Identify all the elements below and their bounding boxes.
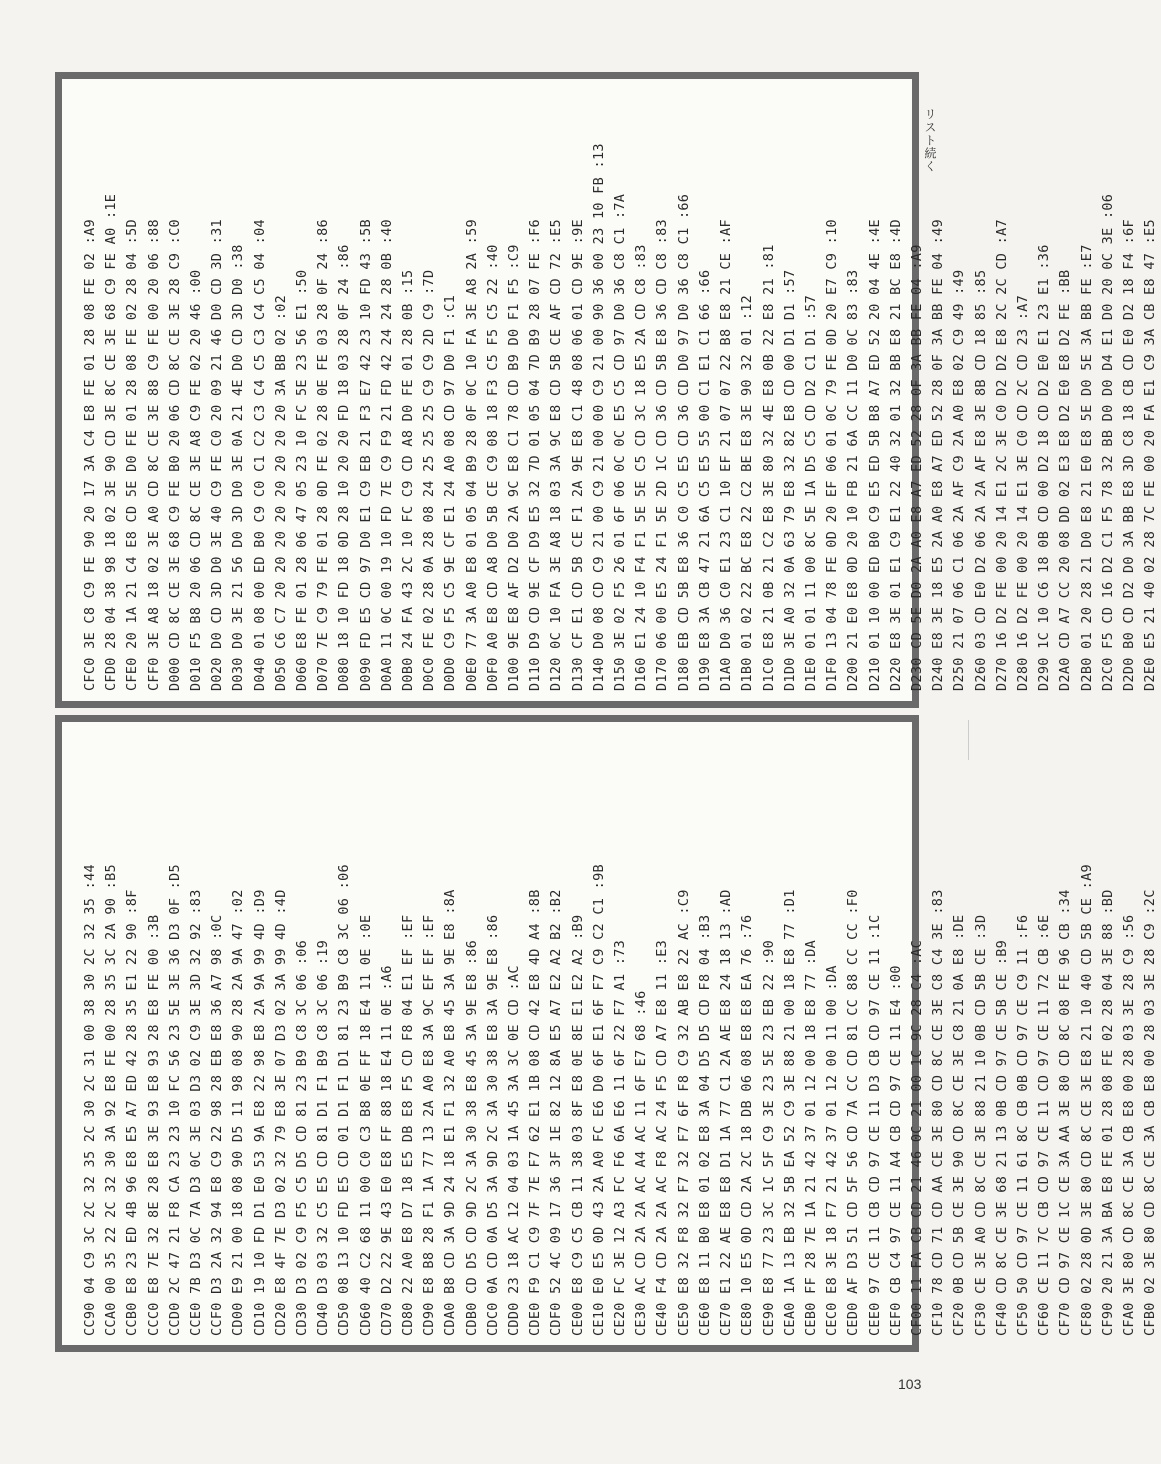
listing-line: D210 01 10 00 ED B0 C9 E5 ED 5B B8 A7 ED 52 20 04 4E :4E [866, 219, 883, 691]
margin-mark [968, 720, 969, 760]
listing-line: CE10 E0 E5 0D 43 2A A0 FC E6 D0 6F E1 6F F7 C9 C2 C1 :9B [590, 864, 607, 1336]
listing-line: D240 E8 3E 18 E5 2A A0 E8 A7 ED 52 28 0F 3A BB FE 04 :49 [930, 219, 947, 691]
listing-line: CEC0 E8 3E 18 F7 21 42 37 01 12 00 11 00 :DA [824, 965, 841, 1336]
listing-line: D140 D0 08 CD C9 21 00 C9 21 00 00 C9 21 00 90 36 00 23 10 FB :13 [590, 143, 607, 691]
listing-line: CDF0 52 4C 09 17 36 3F 1E 82 12 8A E5 A7 E2 A2 B2 :B2 [548, 889, 565, 1336]
listing-line: CED0 AF D3 51 CD 5F 56 CD 7A CC CD 81 CC 88 CC CC :F0 [845, 889, 862, 1336]
listing-line: D2C0 F5 CD 16 D2 C1 F5 78 32 BB D0 D0 D4 E1 D0 20 0C 3E :06 [1099, 193, 1116, 691]
listing-line: CD70 D2 22 9E 43 E0 E8 FF 88 18 E4 11 0E :A6 [378, 965, 395, 1336]
listing-line: D120 0C 10 FA 3E A8 18 03 3A 9C E8 CD 5B CE AF CD 72 :E5 [548, 219, 565, 691]
listing-line: CE00 E8 C9 C5 CB 11 38 03 8F E8 0E 8E E1 E2 A2 :B9 [569, 914, 586, 1336]
listing-line: D200 21 E0 E8 0D 20 10 FB 21 6A CC 11 D0 0C 83 :83 [845, 269, 862, 691]
listing-line: CE70 E1 22 AE E8 E8 D1 1A 77 C1 2A AE E8 24 18 13 :AD [718, 889, 735, 1336]
listing-line: D260 03 CD E0 D2 06 2A 2A AF E8 3E 8B CD 18 85 :85 [972, 269, 989, 691]
listing-line: CCD0 2C 47 21 F8 CA 23 23 10 FC 56 23 5E 3E 36 D3 0F :D5 [166, 864, 183, 1336]
listing-line: D1C0 E8 21 0B 21 C2 E8 3E 80 32 4E E8 0B 22 E8 21 :81 [760, 244, 777, 691]
listing-line: CE90 E8 77 23 3C 1C 5F C9 3E 23 5E 23 EB 22 :90 [760, 939, 777, 1336]
listing-line: D0E0 77 3A A0 E8 01 05 04 B9 28 0F 0C 10 FA 3E A8 2A :59 [463, 219, 480, 691]
listing-line: CFF0 3E A8 18 02 3E A0 CD 8C CE 3E 88 C9 FE 00 20 06 :88 [145, 219, 162, 691]
listing-line: CF40 CD 8C CE 3E 68 21 13 0B CD 97 CE 5B CE :B9 [993, 939, 1010, 1336]
listing-line: CDC0 0A CD 0A D5 3A 9D 2C 3A 30 38 E8 3A 9E E8 :86 [484, 914, 501, 1336]
listing-line: CD80 22 A0 E8 D7 18 E5 DB E8 F5 CD F8 04 E1 EF :EF [400, 914, 417, 1336]
listing-line: D1F0 13 04 78 FE 0D 20 EF 06 01 0C 79 FE 0D 20 E7 C9 :10 [824, 219, 841, 691]
listing-line: D050 C6 C7 20 20 20 20 20 20 20 20 3A BB 02 :02 [272, 294, 289, 691]
listing-line: CE30 AC CD 2A 2A AC A4 AC 11 6F E7 68 :46 [633, 990, 650, 1336]
listing-line: CD20 E8 4F 7E D3 02 32 79 E8 3E 07 D3 02 3A 99 4D :4D [272, 889, 289, 1336]
listing-line: CF90 20 21 3A BA E8 FE 01 28 08 FE 02 28 04 3E 88 :BD [1099, 889, 1116, 1336]
listing-line: CFD0 28 04 38 98 18 02 3E 90 CD 3E 8C CE 3E 68 C9 FE A0 :1E [103, 193, 120, 691]
listing-line: CD90 E8 B8 28 F1 1A 77 13 2A A0 E8 3A 9C EF EF :EF [421, 914, 438, 1336]
listing-line: D010 F5 B8 20 06 CD 8C CE 3E A8 C9 FE 02 20 46 :00 [188, 269, 205, 691]
continued-caption: リスト続く [923, 108, 937, 173]
listing-line: D220 E8 3E 01 E1 C9 E1 22 40 32 01 32 BB E8 21 BC E8 :4D [887, 219, 904, 691]
listing-line: D230 CD 5E D0 2A A0 E8 A7 ED 52 28 0F 3A BB FE 04 :A9 [908, 244, 925, 691]
listing-line: CF80 02 28 0D 3E 80 CD 8C CE 3E E8 21 10 40 CD 5B CE :A9 [1078, 864, 1095, 1336]
listing-line: CF10 78 CD 71 CD AA CE 3E 80 CD 8C CE 3E C8 C4 3E :83 [930, 889, 947, 1336]
listing-line: D030 D0 3E 21 56 D0 3D D0 3E 0A 21 4E D0 CD 3D D0 :38 [230, 244, 247, 691]
listing-line: CF60 CE 11 7C CB CD 97 CE 11 CD 97 CE 11 72 CB :6E [1036, 914, 1053, 1336]
listing-line: D270 16 D2 FE 00 20 14 E1 2C 3E C0 D2 D2 E8 2C 2C CD :A7 [993, 219, 1010, 691]
listing-line: CDD0 23 18 AC 12 04 03 1A 45 3A 3C 0E CD :AC [506, 965, 523, 1336]
listing-line: D1B0 01 02 22 BC E8 22 C2 BE E8 3E 90 32 01 :12 [739, 294, 756, 691]
listing-line: D190 E8 3A CB 47 21 6A C5 E5 55 00 C1 E1 C1 66 :66 [696, 269, 713, 691]
listing-line: CC90 04 C9 3C 2C 32 35 2C 30 2C 31 00 38 30 2C 32 35 :44 [82, 864, 98, 1336]
listing-line: D060 E8 FE 01 28 06 47 05 23 10 FC 5E 23 56 E1 :50 [294, 269, 311, 691]
listing-line: CE40 F4 CD 2A 2A AC F8 AC 24 F5 CD A7 E8 11 :E3 [654, 939, 671, 1336]
listing-line: CFB0 02 3E 80 CD 8C CE 3A CB E8 00 28 03 3E 28 C9 :2C [1142, 889, 1159, 1336]
listing-line: D2B0 01 20 28 21 D0 E8 21 E0 E8 5E D0 5E 3A BB FE :E7 [1078, 244, 1095, 691]
listing-line: D080 18 10 FD 18 0D 28 10 20 20 FD 18 03 28 0F 24 :86 [336, 244, 353, 691]
listing-line: D0A0 11 0C 00 19 10 FD 7E C9 F9 21 FD 42 24 24 28 0B :40 [378, 219, 395, 691]
listing-line: D2A0 CD A7 CC 20 08 DD 02 E3 E8 D2 E0 E8 D2 FE :BB [1057, 269, 1074, 691]
listing-line: CD50 08 13 10 FD E5 CD 01 D1 F1 D1 81 23 B9 C8 3C 06 :06 [336, 864, 353, 1336]
listing-line: CE50 E8 32 F8 32 F7 32 F7 6F F8 C9 32 AB E8 22 AC :C9 [675, 889, 692, 1336]
listing-line: CCF0 D3 2A 32 94 E8 C9 22 98 28 EB E8 36 A7 98 :0C [209, 914, 226, 1336]
listing-line: CF50 50 CD 97 CE 11 61 8C CB 0B CD 97 CE C9 11 :F6 [1014, 914, 1031, 1336]
listing-line: CEF0 CB C4 97 CE 11 A4 CB CD 97 CE 11 E4 :00 [887, 965, 904, 1336]
listing-line: CE20 FC 3E 12 A3 FC F6 6A E6 11 6F 22 F7 A1 :73 [612, 939, 629, 1336]
listing-line: D1A0 D0 36 C0 E1 23 C1 10 EF 21 07 07 22 B8 E8 21 CE :AF [718, 219, 735, 691]
listing-line: D180 EB CD 5B E8 36 C0 C5 E5 CD 36 CD D0 97 D0 36 C8 C1 :66 [675, 193, 692, 691]
listing-line: D0D0 C9 F5 C5 9E CF E1 24 A0 08 CD 97 D0 F1 :C1 [442, 294, 459, 691]
listing-line: D2E0 E5 21 40 02 28 7C FE 00 20 FA E1 C9 3A CB E8 47 :E5 [1142, 219, 1159, 691]
listing-line: CCC0 E8 7E 32 8E 28 E8 3E 93 E8 93 28 E8 FE 00 :3B [145, 914, 162, 1336]
listing-line: D150 3E 02 F5 26 01 6F 06 0C 0C E5 C5 CD 97 D0 36 C8 C1 :7A [612, 193, 629, 691]
listing-line: D0F0 A0 E8 CD A8 D0 5B CE C9 08 18 F3 C5 F5 C5 22 :40 [484, 244, 501, 691]
listing-line: D130 CF E1 CD 5B CE F1 2A 9E E8 C1 48 08 06 01 CD 9E :9E [569, 219, 586, 691]
listing-line: CD30 D3 02 C9 F5 C5 D5 CD 81 23 B9 C8 3C 06 :06 [294, 939, 311, 1336]
listing-line: D280 16 D2 FE 00 20 14 E1 3E C0 CD 2C CD 23 :A7 [1014, 294, 1031, 691]
listing-line: CD40 D3 03 32 C5 E5 CD 81 D1 F1 B9 C8 3C 06 :19 [315, 939, 332, 1336]
listing-line: CFA0 3E 80 CD 8C CE 3A CB E8 00 28 03 3E 28 C9 :56 [1120, 914, 1137, 1336]
listing-line: CDE0 F9 C1 C9 7F 7E F7 62 E1 1B 08 CD 42 E8 4D A4 :8B [527, 889, 544, 1336]
listing-line: CF70 CD 97 CE 1C CE 3A AA 3E 80 CD 8C 08 FE 96 CB :34 [1057, 889, 1074, 1336]
listing-line: CF00 11 FA CB CD 21 46 0C 21 00 1C 9C 28 C4 :AC [908, 939, 925, 1336]
listing-line: CF30 CE 3E A0 CD 8C CE 3E 88 21 10 0B CD 5B CE :3D [972, 914, 989, 1336]
listing-line: CEB0 FF 28 7E 1A 21 42 37 01 12 00 18 E8 77 :DA [802, 939, 819, 1336]
listing-line: CE60 E8 11 B0 E8 01 02 E8 3A 04 D5 D5 CD F8 04 :B3 [696, 914, 713, 1336]
page-number: 103 [898, 1376, 922, 1392]
listing-line: CDB0 CD D5 CD 9D 2C 3A 30 38 E8 45 3A 9E E8 :86 [463, 939, 480, 1336]
lower-listing-panel [55, 715, 1159, 1352]
listing-line: D090 FD E5 CD 97 D0 E1 C9 EB 21 F3 E7 42 23 10 FD 43 :5B [357, 219, 374, 691]
listing-line: D170 06 00 E5 24 F1 5E 2D 1C CD 36 CD 5B E8 36 CD C8 :83 [654, 219, 671, 691]
listing-line: CE80 10 E5 0D CD 2A 2C 18 DB 06 08 E8 E8 EA 76 :76 [739, 914, 756, 1336]
listing-line: CF20 0B CD 5B CE 3E 90 CD 8C CE 3E C8 21 0A E8 :DE [951, 914, 968, 1336]
listing-line: D1E0 01 01 11 00 8C 5E 1A D5 C5 CD D2 C1 D1 :57 [802, 294, 819, 691]
listing-line: CCE0 7B D3 0C 7A D3 0C 3E 03 D3 02 C9 3E 3D 32 92 :83 [188, 889, 205, 1336]
listing-line: D1D0 3E A0 32 0A 63 79 E8 32 82 E8 CD 00 D1 D1 :57 [781, 269, 798, 691]
listing-line: CCB0 E8 23 ED 4B 96 E8 E5 A7 ED 42 28 35 E1 22 90 :8F [124, 889, 141, 1336]
listing-line: D020 D0 CD 3D D0 3E 40 C9 FE C0 20 09 21 46 D0 CD 3D :31 [209, 219, 226, 691]
listing-line: CCA0 00 35 22 2C 32 30 3A 92 E8 FE 00 28 35 3C 2A 90 :B5 [103, 864, 120, 1336]
listing-line: D000 CD 8C CE 3E 68 C9 FE B0 20 06 CD 8C CE 3E 28 C9 :C0 [166, 219, 183, 691]
listing-line: D250 21 07 06 C1 06 2A AF C9 2A A0 E8 02 C9 49 :49 [951, 269, 968, 691]
listing-line: D290 1C 10 C6 18 0B CD 00 D2 18 CD D2 E0 E1 23 E1 :36 [1036, 244, 1053, 691]
listing-line: CD60 40 C2 68 11 00 C0 C3 B8 0E FF 18 E4 11 0E :0E [357, 914, 374, 1336]
listing-line: CEA0 1A 13 EB 32 5B EA 52 C9 3E 88 21 00 18 E8 77 :D1 [781, 889, 798, 1336]
listing-line: D040 01 08 00 ED B0 C9 C0 C1 C2 C3 C4 C5 C3 C4 C5 04 :04 [251, 219, 268, 691]
listing-line: D160 E1 24 10 F4 F1 5E 5E C5 CD 3C 18 E5 2A CD C8 :83 [633, 244, 650, 691]
lower-listing-text [80, 756, 1161, 1336]
upper-listing-text [80, 111, 1161, 691]
listing-line: D100 9E E8 AF D2 D0 2A 9C E8 C1 78 CD B9 D0 F1 F5 :C9 [506, 244, 523, 691]
listing-line: D0C0 FE 02 28 0A 28 08 24 25 25 25 C9 C9 2D C9 :7D [421, 269, 438, 691]
listing-line: D2D0 B0 CD D2 D0 3A BB E8 3D C8 18 CB CD E0 D2 18 F4 :6F [1120, 219, 1137, 691]
listing-line: CEE0 97 CE 11 CB CD 97 CE 11 D3 CB CD 97 CE 11 :1C [866, 914, 883, 1336]
listing-line: CDA0 B8 CD 3A 9D 24 18 E1 F1 32 A0 E8 45 3A 9E E8 :8A [442, 889, 459, 1336]
listing-line: CD00 E9 21 00 18 08 90 D5 11 98 08 90 28 2A 9A 47 :02 [230, 889, 247, 1336]
listing-line: D110 D9 CD 9E CF D9 E5 32 7D 01 05 04 7D B9 28 07 FE :F6 [527, 219, 544, 691]
listing-line: D0B0 24 FA 43 2C 10 FC C9 CD A8 D0 FE 01 28 0B :15 [400, 269, 417, 691]
listing-line: CD10 19 10 FD D1 E0 53 9A E8 22 98 E8 2A 9A 99 4D :D9 [251, 889, 268, 1336]
listing-line: CFC0 3E C8 C9 FE 90 20 17 3A C4 E8 FE 01 28 08 FE 02 :A9 [82, 219, 98, 691]
listing-line: D070 7E C9 79 FE 01 28 0D FE 02 28 0E FE 03 28 0F 24 :86 [315, 219, 332, 691]
listing-line: CFE0 20 1A 21 C4 E8 CD 5E D0 FE 01 28 08 FE 02 28 04 :5D [124, 219, 141, 691]
